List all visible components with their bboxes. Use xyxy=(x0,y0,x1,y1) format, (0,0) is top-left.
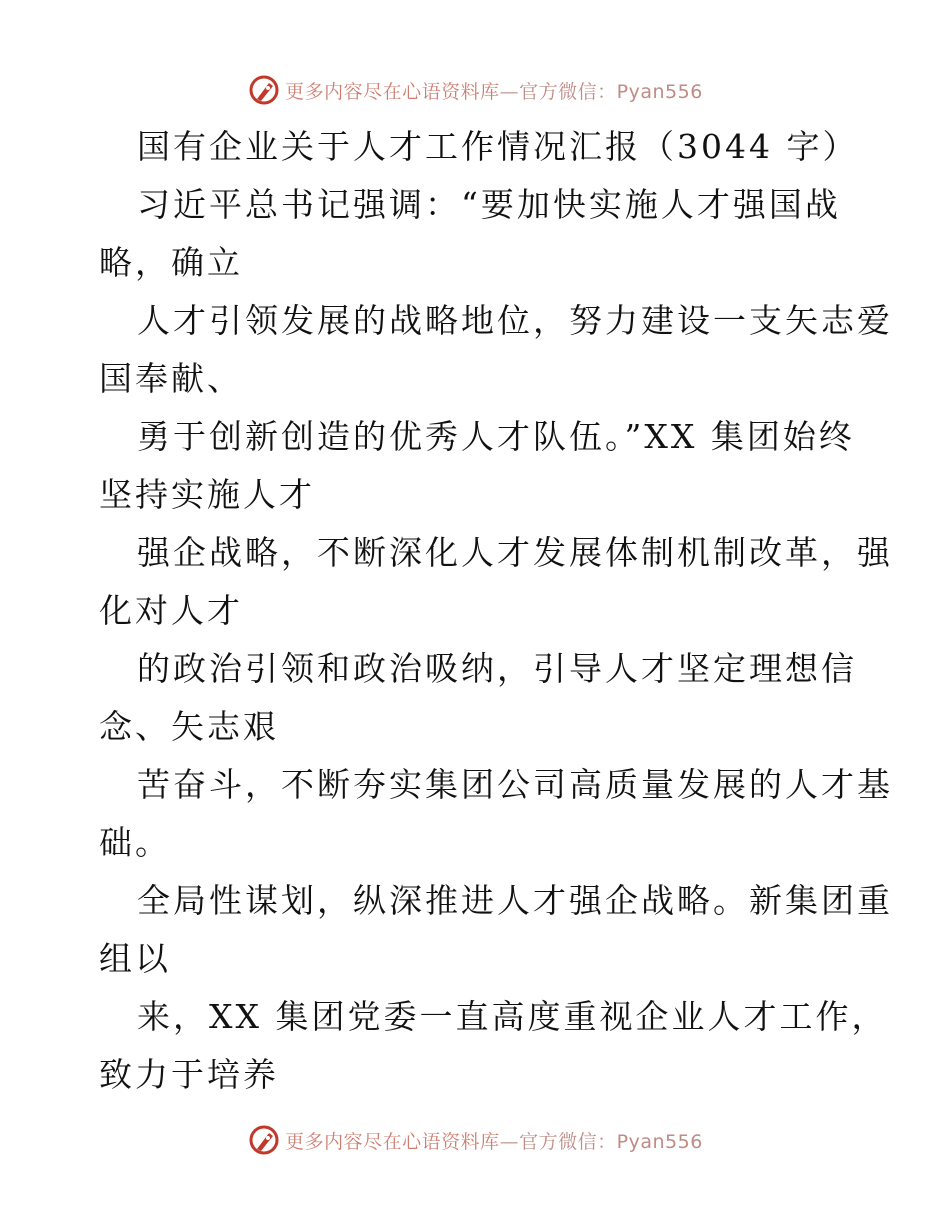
paragraph-line: 苦奋斗，不断夯实集团公司高质量发展的人才基 xyxy=(137,765,893,804)
paragraph-line: 念、矢志艰 xyxy=(99,707,279,746)
header-dash: — xyxy=(499,80,520,103)
paragraph-line: 习近平总书记强调：“要加快实施人才强国战 xyxy=(137,185,841,224)
paragraph-line: 的政治引领和政治吸纳，引导人才坚定理想信 xyxy=(137,649,857,688)
paragraph-line: 勇于创新创造的优秀人才队伍。”XX 集团始终 xyxy=(137,417,855,456)
footer-banner xyxy=(0,1120,950,1160)
paragraph-line: 国奉献、 xyxy=(99,359,243,398)
header-wechat: 官方微信：Pyan556 xyxy=(519,80,703,103)
header-banner xyxy=(0,70,950,110)
paragraph-line: 人才引领发展的战略地位，努力建设一支矢志爱 xyxy=(137,301,893,340)
header-banner-text xyxy=(285,77,703,104)
footer-site-name: 更多内容尽在心语资料库 xyxy=(285,1130,500,1153)
paragraph-line: 全局性谋划，纵深推进人才强企战略。新集团重 xyxy=(137,881,893,920)
pen-nib-logo-icon xyxy=(247,1123,281,1157)
paragraph-line: 组以 xyxy=(99,939,171,978)
footer-banner-text xyxy=(285,1127,703,1154)
pen-nib-logo-icon xyxy=(247,73,281,107)
document-body xyxy=(99,118,893,1104)
paragraph-line: 强企战略，不断深化人才发展体制机制改革，强 xyxy=(137,533,893,572)
document-title: 国有企业关于人才工作情况汇报（3044 字） xyxy=(137,127,859,166)
paragraph-line: 来，XX 集团党委一直高度重视企业人才工作， xyxy=(137,997,888,1036)
paragraph-line: 础。 xyxy=(99,823,171,862)
header-site-name: 更多内容尽在心语资料库 xyxy=(285,80,500,103)
paragraph-line: 致力于培养 xyxy=(99,1055,279,1094)
paragraph-line: 坚持实施人才 xyxy=(99,475,315,514)
footer-wechat: 官方微信：Pyan556 xyxy=(519,1130,703,1153)
paragraph-line: 略，确立 xyxy=(99,243,243,282)
paragraph-line: 化对人才 xyxy=(99,591,243,630)
footer-dash: — xyxy=(499,1130,520,1153)
